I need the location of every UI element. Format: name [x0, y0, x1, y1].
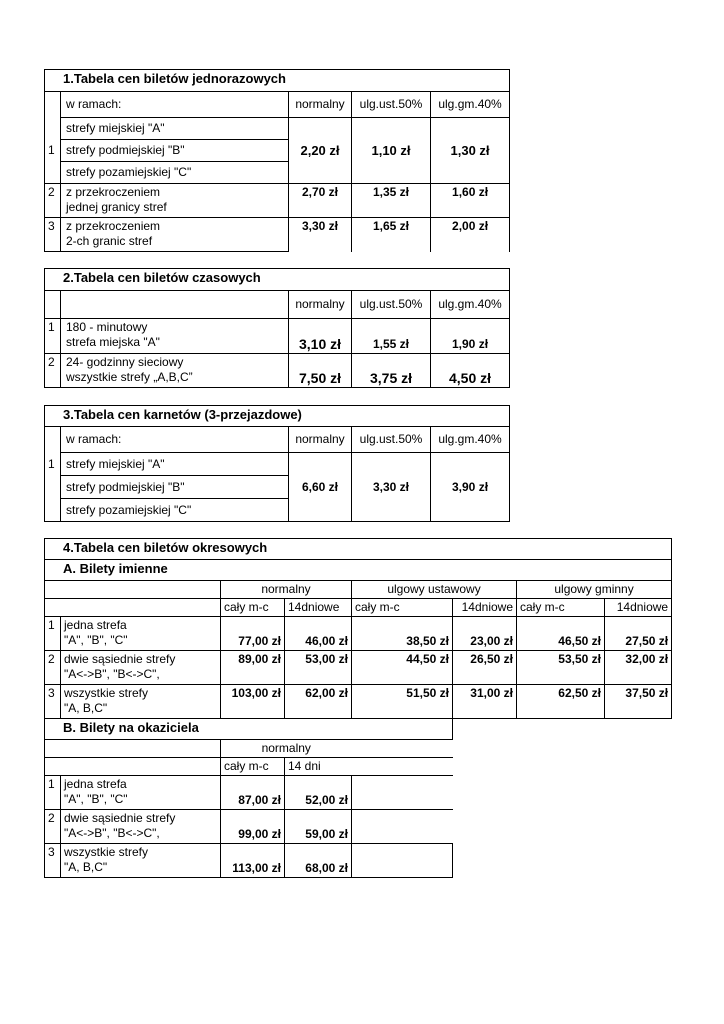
- sub-header: cały m-c: [221, 599, 285, 617]
- row-label-line: 2-ch granic stref: [66, 234, 153, 248]
- sub-header: 14dniowe: [605, 599, 672, 617]
- price-cell: 44,50 zł: [352, 651, 453, 685]
- price-cell: 2,00 zł: [431, 218, 510, 252]
- price-cell: 62,50 zł: [517, 685, 605, 719]
- row-label-line: wszystkie strefy: [64, 844, 149, 859]
- row-label-line: "A", "B", "C": [64, 791, 128, 806]
- group-header: ulgowy gminny: [517, 581, 672, 599]
- row-label-line: strefa miejska "A": [66, 335, 160, 349]
- group-header: normalny: [221, 739, 352, 757]
- price-cell: 46,50 zł: [517, 617, 605, 651]
- row-label: [61, 685, 221, 719]
- price-cell: 4,50 zł: [431, 354, 510, 388]
- table-ticket-books: [44, 405, 510, 522]
- column-header: normalny: [289, 427, 352, 453]
- price-cell: 1,55 zł: [352, 319, 431, 354]
- column-header: w ramach:: [61, 427, 289, 453]
- price-cell: 46,00 zł: [285, 617, 352, 651]
- row-label-line: "A, B,C": [64, 859, 108, 874]
- table-title: 1.Tabela cen biletów jednorazowych: [45, 70, 510, 92]
- price-cell: 113,00 zł: [221, 843, 285, 877]
- row-number: 1: [45, 775, 61, 809]
- price-cell: 1,65 zł: [352, 218, 431, 252]
- group-header: normalny: [221, 581, 352, 599]
- price-cell: 52,00 zł: [285, 775, 352, 809]
- zone-label: strefy podmiejskiej "B": [61, 140, 289, 162]
- zone-label: strefy podmiejskiej "B": [61, 476, 289, 499]
- row-label-line: wszystkie strefy: [64, 686, 149, 700]
- sub-header: 14 dni: [285, 757, 352, 775]
- row-label-line: jednej granicy stref: [66, 200, 167, 214]
- row-label-line: "A<->B", "B<->C",: [64, 667, 160, 681]
- price-cell: 53,00 zł: [285, 651, 352, 685]
- row-label-line: dwie sąsiednie strefy: [64, 810, 176, 825]
- price-cell: 38,50 zł: [352, 617, 453, 651]
- table-title: 3.Tabela cen karnetów (3-przejazdowe): [45, 406, 510, 427]
- section-heading: A. Bilety imienne: [45, 560, 672, 581]
- row-label: [61, 319, 289, 354]
- price-cell: 32,00 zł: [605, 651, 672, 685]
- table-time-tickets: [44, 268, 510, 388]
- price-cell: 1,60 zł: [431, 184, 510, 218]
- zone-label: strefy miejskiej "A": [61, 453, 289, 476]
- row-label-line: jedna strefa: [64, 776, 127, 791]
- price-cell: 68,00 zł: [285, 843, 352, 877]
- price-cell: 62,00 zł: [285, 685, 352, 719]
- price-cell: 3,30 zł: [352, 453, 431, 522]
- price-cell: 1,30 zł: [431, 118, 510, 184]
- table-bearer-tickets: [44, 719, 453, 878]
- row-label: [61, 184, 289, 218]
- sub-header: cały m-c: [221, 757, 285, 775]
- price-cell: 3,75 zł: [352, 354, 431, 388]
- row-number: 1: [45, 319, 61, 354]
- row-number: 3: [45, 843, 61, 877]
- table-title: 2.Tabela cen biletów czasowych: [45, 269, 510, 291]
- row-number: 1: [45, 453, 61, 522]
- zone-label: strefy pozamiejskiej "C": [61, 499, 289, 522]
- row-label: [61, 809, 221, 843]
- row-label: [61, 651, 221, 685]
- table-period-tickets: [44, 538, 672, 719]
- row-label-line: jedna strefa: [64, 618, 127, 632]
- table-single-tickets: [44, 69, 510, 252]
- sub-header: 14dniowe: [285, 599, 352, 617]
- price-cell: 51,50 zł: [352, 685, 453, 719]
- price-cell: 27,50 zł: [605, 617, 672, 651]
- row-label: [61, 775, 221, 809]
- row-label: [61, 218, 289, 252]
- row-label-line: "A", "B", "C": [64, 633, 128, 647]
- column-header: w ramach:: [61, 92, 289, 118]
- price-cell: 99,00 zł: [221, 809, 285, 843]
- column-header: normalny: [289, 92, 352, 118]
- price-cell: 2,70 zł: [289, 184, 352, 218]
- row-label-line: wszystkie strefy „A,B,C”: [66, 370, 193, 384]
- price-cell: 1,10 zł: [352, 118, 431, 184]
- table-title: 4.Tabela cen biletów okresowych: [45, 539, 672, 560]
- row-number: 1: [45, 118, 61, 184]
- column-header: ulg.ust.50%: [352, 92, 431, 118]
- row-number: 2: [45, 809, 61, 843]
- price-cell: 3,30 zł: [289, 218, 352, 252]
- row-label-line: z przekroczeniem: [66, 185, 161, 199]
- price-cell: 6,60 zł: [289, 453, 352, 522]
- price-cell: 3,90 zł: [431, 453, 510, 522]
- row-label-line: 180 - minutowy: [66, 320, 148, 334]
- price-cell: 7,50 zł: [289, 354, 352, 388]
- row-number: 3: [45, 685, 61, 719]
- price-cell: 26,50 zł: [453, 651, 517, 685]
- row-label: [61, 617, 221, 651]
- column-header: ulg.gm.40%: [431, 291, 510, 319]
- row-label-line: "A, B,C": [64, 701, 108, 715]
- zone-label: strefy pozamiejskiej "C": [66, 165, 192, 179]
- row-label-line: z przekroczeniem: [66, 219, 161, 233]
- row-label-line: "A<->B", "B<->C",: [64, 825, 160, 840]
- price-cell: 37,50 zł: [605, 685, 672, 719]
- price-cell: 3,10 zł: [289, 319, 352, 354]
- row-label: [61, 354, 289, 388]
- price-cell: 87,00 zł: [221, 775, 285, 809]
- price-cell: 31,00 zł: [453, 685, 517, 719]
- column-header: ulg.ust.50%: [352, 427, 431, 453]
- row-label-line: dwie sąsiednie strefy: [64, 652, 176, 666]
- price-cell: 53,50 zł: [517, 651, 605, 685]
- price-cell: 77,00 zł: [221, 617, 285, 651]
- row-number: 3: [45, 218, 61, 252]
- column-header: normalny: [289, 291, 352, 319]
- price-cell: 89,00 zł: [221, 651, 285, 685]
- price-cell: 2,20 zł: [289, 118, 352, 184]
- group-header: ulgowy ustawowy: [352, 581, 517, 599]
- zone-label: strefy miejskiej "A": [61, 118, 289, 140]
- column-header: ulg.ust.50%: [352, 291, 431, 319]
- price-cell: 103,00 zł: [221, 685, 285, 719]
- price-cell: 1,35 zł: [352, 184, 431, 218]
- section-heading: B. Bilety na okaziciela: [45, 719, 453, 739]
- row-number: 2: [45, 184, 61, 218]
- sub-header: 14dniowe: [453, 599, 517, 617]
- sub-header: cały m-c: [517, 599, 605, 617]
- row-number: 1: [45, 617, 61, 651]
- row-label: [61, 843, 221, 877]
- column-header: ulg.gm.40%: [431, 92, 510, 118]
- sub-header: cały m-c: [352, 599, 453, 617]
- row-number: 2: [45, 651, 61, 685]
- row-number: 2: [45, 354, 61, 388]
- price-cell: 23,00 zł: [453, 617, 517, 651]
- column-header: ulg.gm.40%: [431, 427, 510, 453]
- price-cell: 59,00 zł: [285, 809, 352, 843]
- row-label-line: 24- godzinny sieciowy: [66, 355, 184, 369]
- price-cell: 1,90 zł: [431, 319, 510, 354]
